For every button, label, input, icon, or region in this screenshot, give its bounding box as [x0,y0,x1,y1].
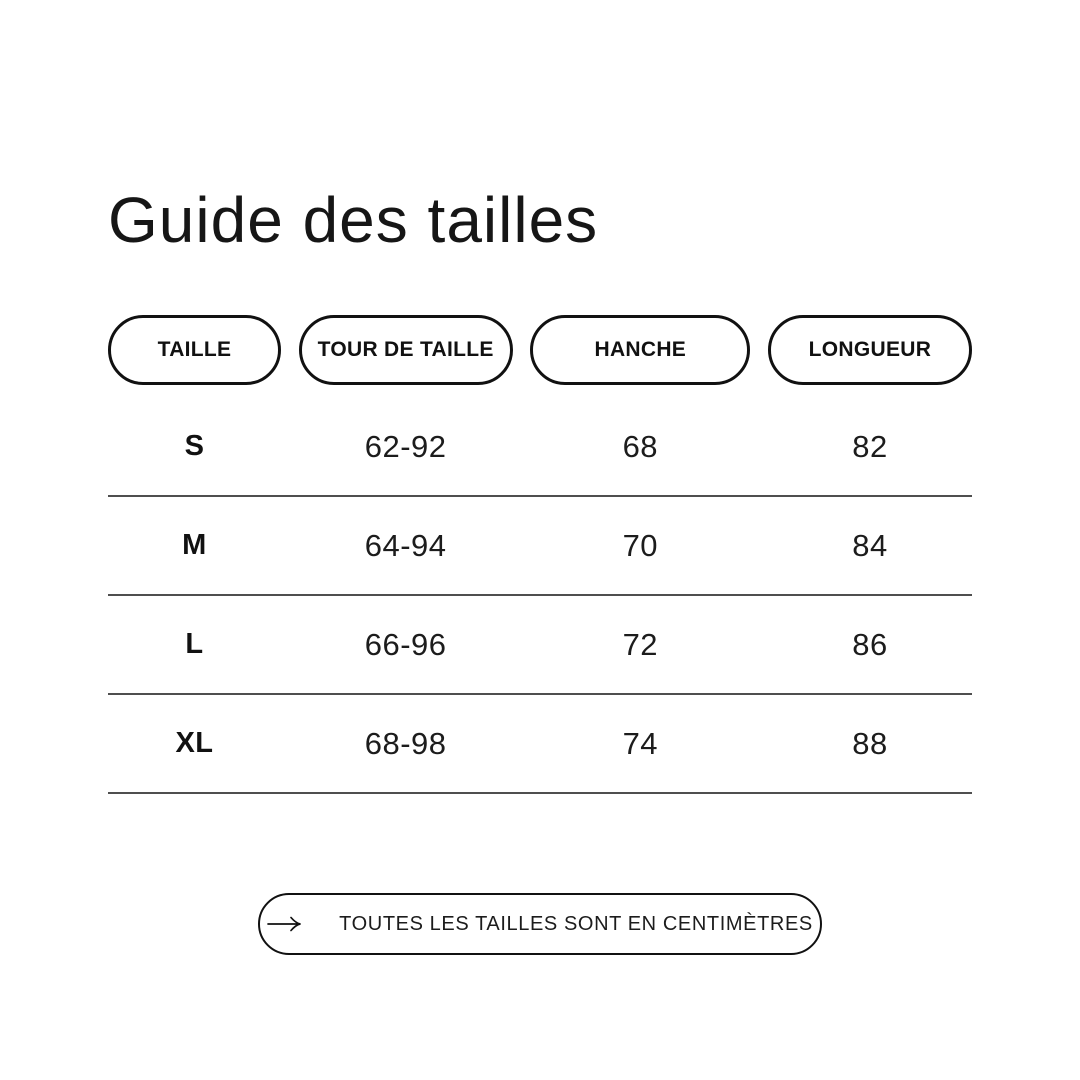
size-value: S [184,430,205,462]
length-value: 88 [852,725,888,761]
column-header-tour-de-taille: TOUR DE TAILLE [299,315,513,385]
hip-value: 68 [622,428,659,464]
hip-value: 72 [622,626,659,662]
right-arrow-icon [267,916,303,932]
page-title: Guide des tailles [108,183,599,256]
size-value: L [185,628,204,660]
waist-value: 64-94 [364,527,447,563]
table-row-s [108,398,972,497]
units-note-text: TOUTES LES TAILLES SONT EN CENTIMÈTRES [339,912,813,935]
column-header-taille: TAILLE [108,315,281,385]
size-value: XL [175,727,214,759]
waist-value: 66-96 [364,626,447,662]
waist-value: 62-92 [364,428,447,464]
hip-value: 70 [622,527,659,563]
length-value: 86 [852,626,888,662]
size-value: M [182,529,207,561]
units-note-pill [258,893,822,955]
table-row-xl [108,695,972,794]
hip-value: 74 [622,725,659,761]
length-value: 82 [852,428,888,464]
size-guide-table [108,315,972,794]
column-header-longueur: LONGUEUR [768,315,972,385]
table-row-m [108,497,972,596]
length-value: 84 [852,527,888,563]
table-row-l [108,596,972,695]
waist-value: 68-98 [364,725,447,761]
table-body [108,398,972,794]
table-header-row [108,315,972,385]
column-header-hanche: HANCHE [530,315,750,385]
